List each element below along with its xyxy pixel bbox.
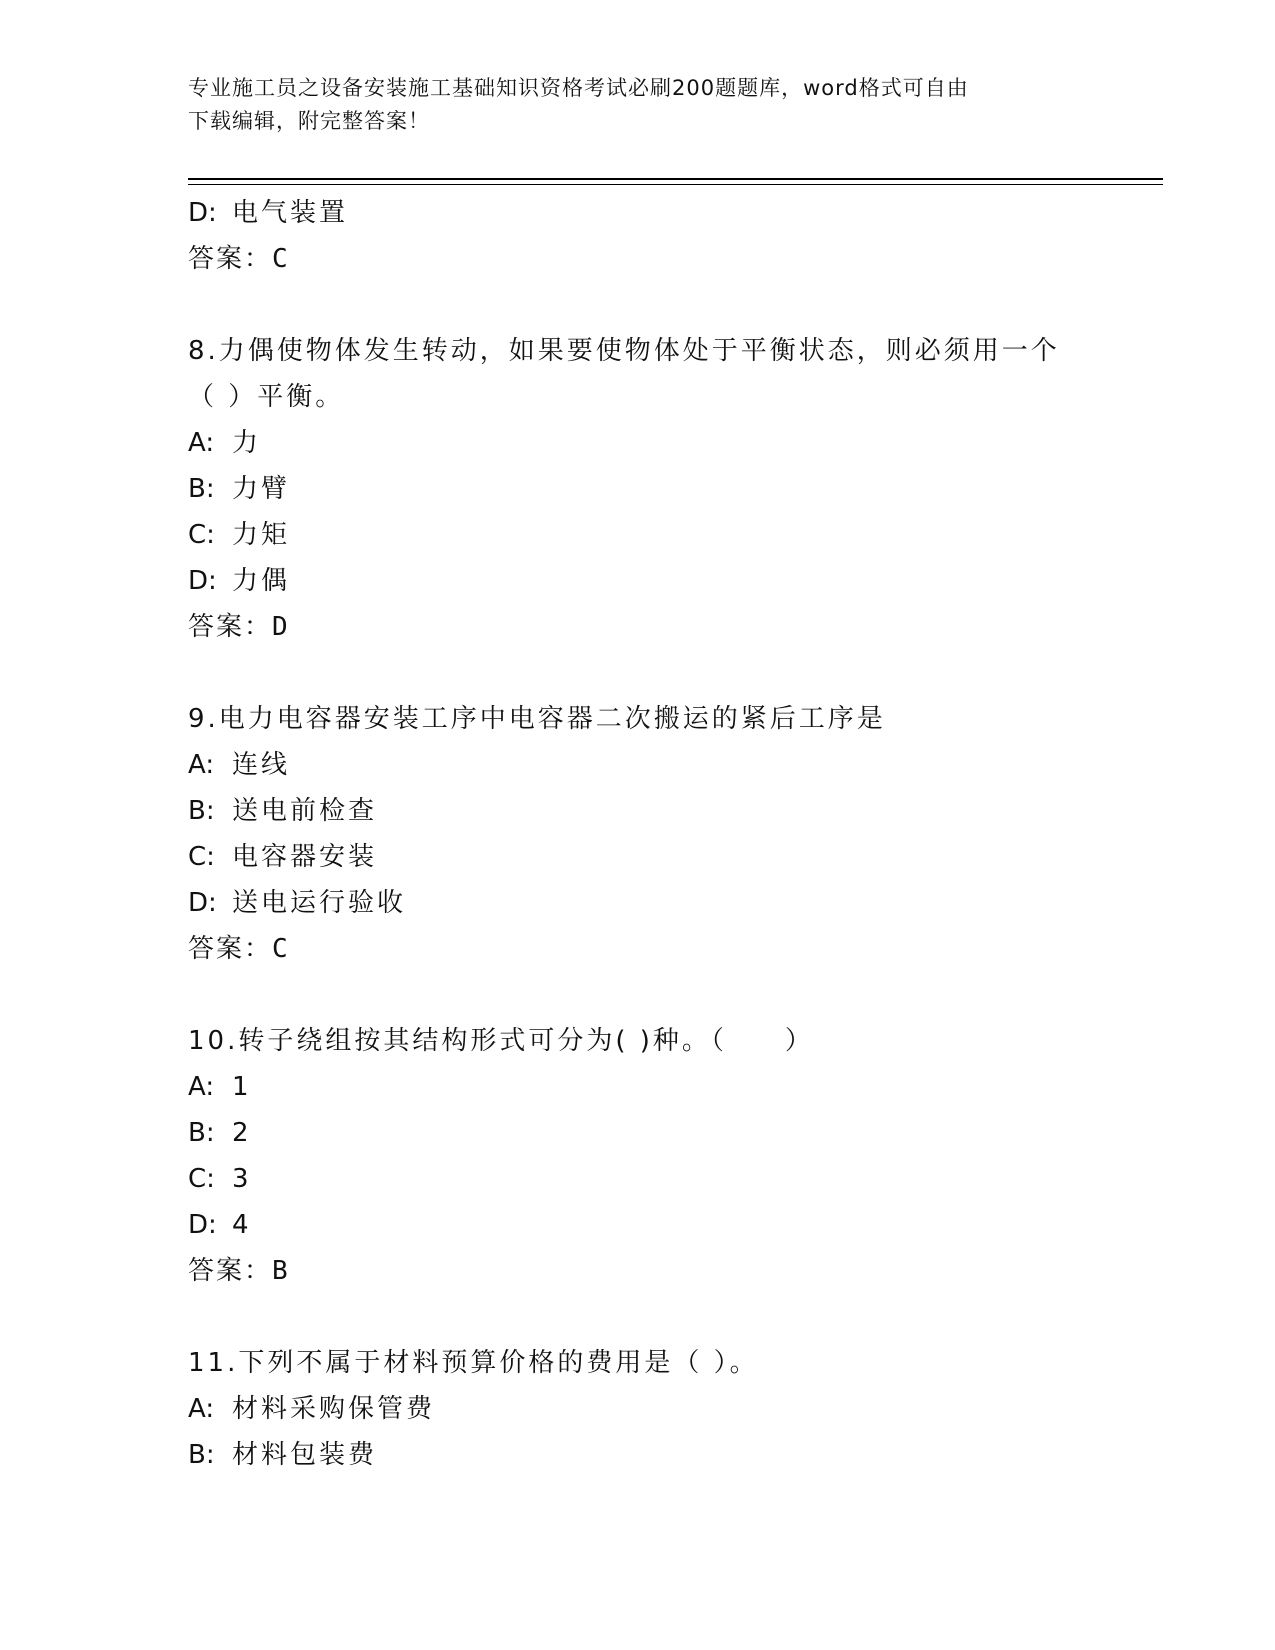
answer-line: 答案：C [188,244,290,274]
option-c [188,834,1163,880]
question-10 [188,1018,1163,1294]
header-title-line-2: 下载编辑，附完整答案！ [188,109,430,133]
question-9 [188,696,1163,972]
option-label: B: [188,1440,215,1470]
option-text: 4 [232,1210,252,1240]
question-8 [188,328,1163,650]
option-text: 力 [232,428,262,458]
option-label: B: [188,1118,215,1148]
document-header [188,72,1068,138]
option-text: 电气装置 [232,198,349,228]
option-text: 电容器安装 [232,842,378,872]
question-list [188,190,1163,1478]
option-label: C: [188,842,215,872]
option-text: 送电前检查 [232,796,378,826]
question-stem: 11.下列不属于材料预算价格的费用是（ ）。 [188,1348,759,1378]
option-text: 3 [232,1164,252,1194]
option-b [188,788,1163,834]
option-a [188,1064,1163,1110]
option-text: 材料包装费 [232,1440,378,1470]
answer-line: 答案：C [188,934,290,964]
option-label: B: [188,474,215,504]
option-a [188,420,1163,466]
option-a [188,1386,1163,1432]
option-label: D: [188,566,217,596]
option-text: 连线 [232,750,291,780]
option-b [188,1432,1163,1478]
option-d [188,1202,1163,1248]
option-d [188,190,1163,236]
header-title-line-1: 专业施工员之设备安装施工基础知识资格考试必刷200题题库，word格式可自由 [188,76,969,100]
option-b [188,1110,1163,1156]
question-stem: 8.力偶使物体发生转动，如果要使物体处于平衡状态，则必须用一个 [188,336,1060,366]
option-label: D: [188,1210,217,1240]
option-c [188,1156,1163,1202]
option-a [188,742,1163,788]
option-text: 送电运行验收 [232,888,407,918]
question-11 [188,1340,1163,1478]
question-stem: 10.转子绕组按其结构形式可分为( )种。（ ） [188,1026,814,1056]
option-label: A: [188,1072,215,1102]
option-label: C: [188,1164,215,1194]
option-text: 力偶 [232,566,291,596]
answer-line: 答案：D [188,612,290,642]
option-d [188,558,1163,604]
question-stem: 9.电力电容器安装工序中电容器二次搬运的紧后工序是 [188,704,886,734]
option-text: 1 [232,1072,252,1102]
header-divider-thick [188,178,1163,180]
header-divider-thin [188,184,1163,185]
option-c [188,512,1163,558]
option-d [188,880,1163,926]
option-label: D: [188,888,217,918]
option-label: A: [188,428,215,458]
option-b [188,466,1163,512]
question-stem-continued: （ ）平衡。 [188,382,345,412]
option-label: B: [188,796,215,826]
answer-line: 答案：B [188,1256,290,1286]
option-label: D: [188,198,217,228]
option-text: 力臂 [232,474,291,504]
option-text: 2 [232,1118,252,1148]
option-label: A: [188,750,215,780]
option-label: C: [188,520,215,550]
option-text: 力矩 [232,520,291,550]
option-label: A: [188,1394,215,1424]
option-text: 材料采购保管费 [232,1394,436,1424]
